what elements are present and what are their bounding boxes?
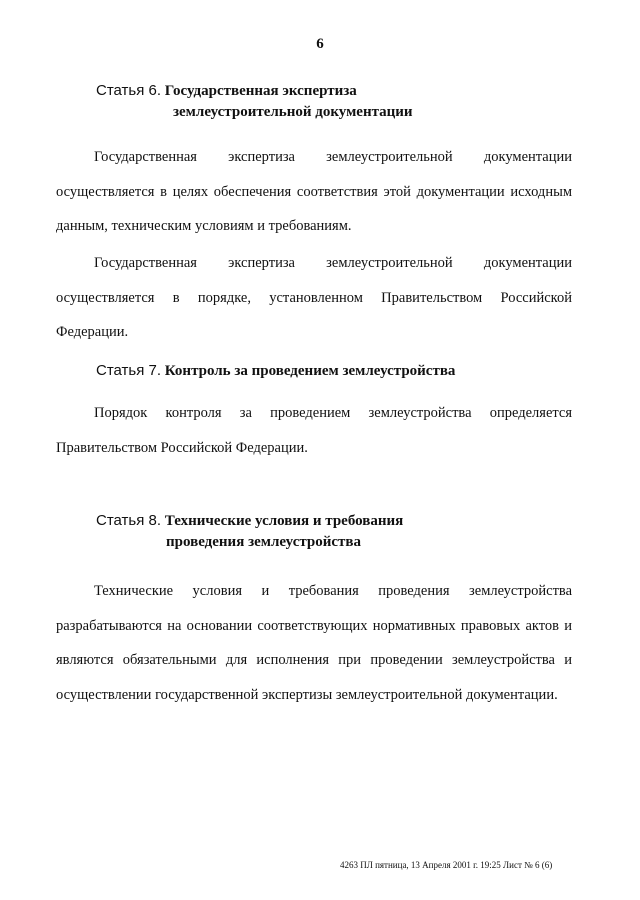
article-8-heading <box>96 510 403 553</box>
article-6-label: Статья 6. <box>96 82 162 99</box>
article-8-paragraph-1: Технические условия и требования проведения землеустройства разрабатываются на основании соответствующих нормативных правовых актов и являются обязательными для исполнения при проведении землеустройства и осуществлении государственной экспертизы землеустроительной документации. <box>56 583 572 703</box>
article-6-title-line1: Государственная экспертиза <box>164 83 357 99</box>
article-6-heading <box>96 80 413 123</box>
article-7-heading <box>96 360 455 382</box>
article-8-title-line1: Технические условия и требования <box>164 513 404 529</box>
page-footer: 4263 ПЛ пятница, 13 Апреля 2001 г. 19:25 Лист № 6 (6) <box>340 860 553 870</box>
article-8-title-line2: проведения землеустройства <box>166 534 362 550</box>
article-8-label: Статья 8. <box>96 512 162 529</box>
article-6-paragraph-2: Государственная экспертиза землеустроительной документации осуществляется в порядке, установленном Правительством Российской Федерации. <box>56 255 572 340</box>
article-7-title-line1: Контроль за проведением землеустройства <box>164 363 456 379</box>
article-6-paragraph-1: Государственная экспертиза землеустроительной документации осуществляется в целях обеспечения соответствия этой документации исходным данным, техническим условиям и требованиям. <box>56 149 572 234</box>
page-number: 6 <box>316 36 324 52</box>
article-7-paragraph-1: Порядок контроля за проведением землеустройства определяется Правительством Российской Федерации. <box>56 405 572 456</box>
article-6-title-line2: землеустроительной документации <box>173 104 413 120</box>
article-7-label: Статья 7. <box>96 362 162 379</box>
